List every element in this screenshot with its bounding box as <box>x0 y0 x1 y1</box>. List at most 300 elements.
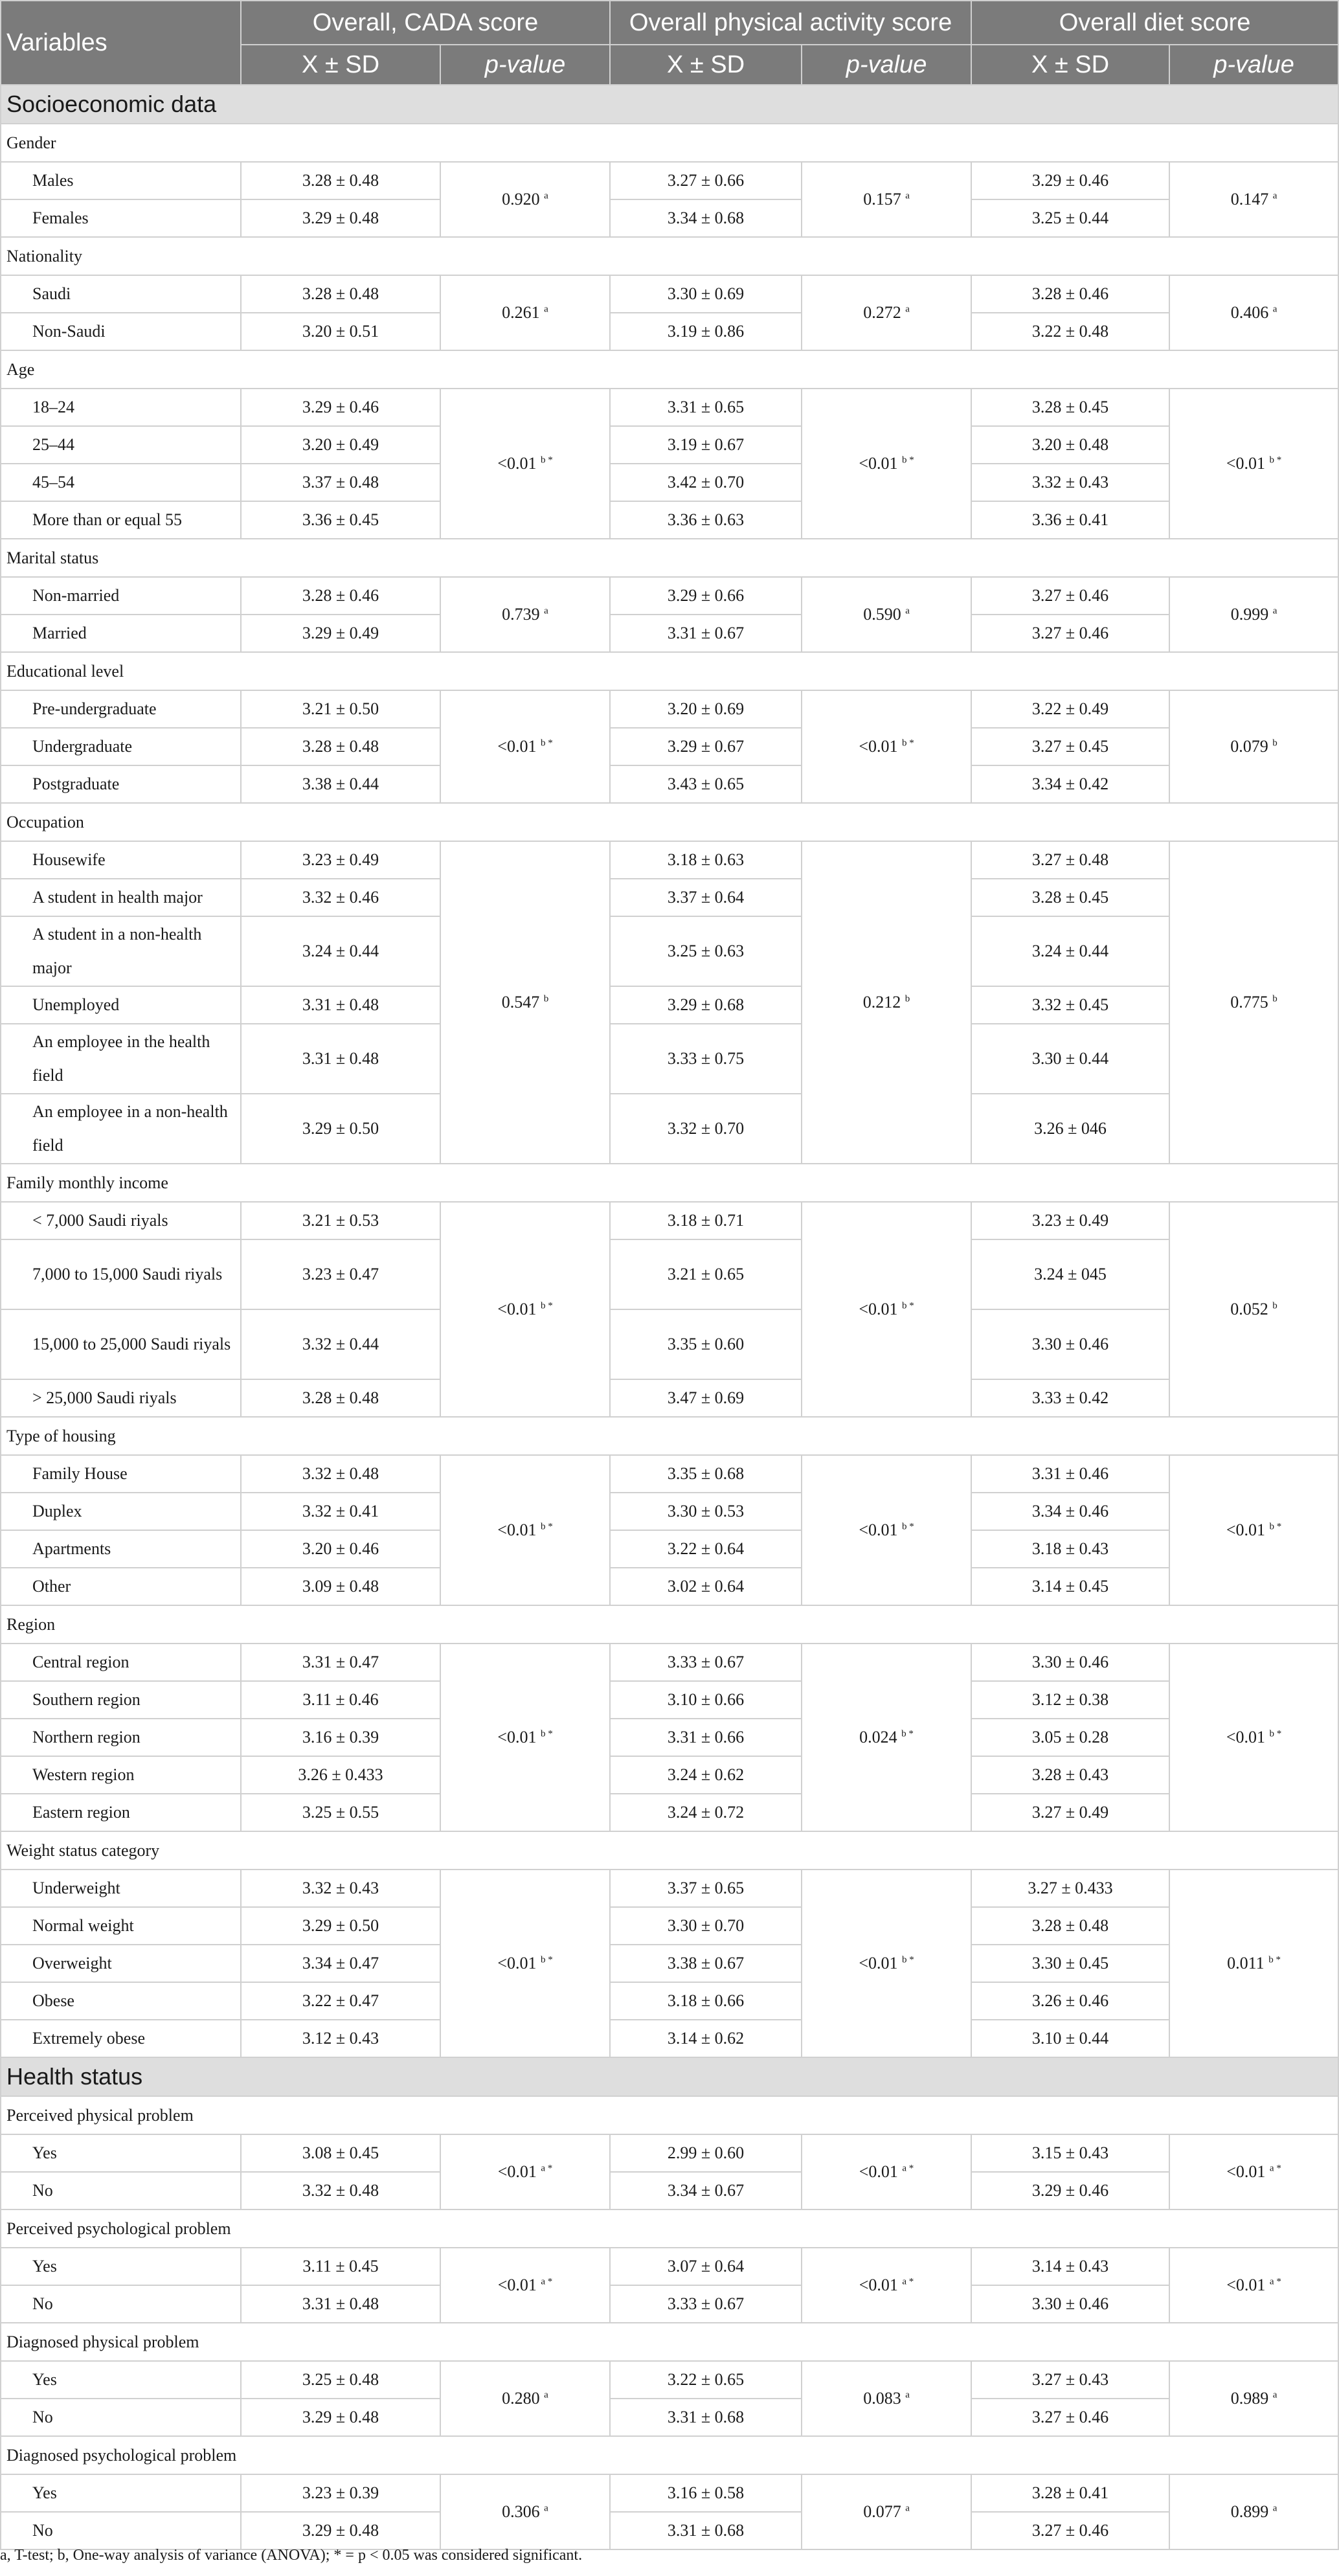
cada-mean-sd: 3.29 ± 0.48 <box>241 2512 440 2549</box>
p-value-superscript: a <box>905 2390 910 2401</box>
table-row <box>1 1024 1338 1094</box>
p-value: <0.01 <box>497 1954 537 1972</box>
cada-mean-sd: 3.36 ± 0.45 <box>241 501 440 539</box>
cada-mean-sd: 3.22 ± 0.47 <box>241 1982 440 2020</box>
cada-mean-sd: 3.28 ± 0.48 <box>241 275 440 313</box>
p-value-superscript: a <box>905 2503 910 2514</box>
p-value-superscript: a <box>1272 605 1277 616</box>
row-label: No <box>1 2512 241 2549</box>
p-value-cell <box>440 1202 610 1417</box>
diet-mean-sd: 3.20 ± 0.48 <box>971 426 1169 464</box>
p-value: 0.272 <box>863 303 901 322</box>
diet-mean-sd: 3.33 ± 0.42 <box>971 1379 1169 1417</box>
row-label: Apartments <box>1 1530 241 1568</box>
p-value-cell <box>802 2248 971 2323</box>
diet-mean-sd: 3.32 ± 0.45 <box>971 986 1169 1024</box>
p-value: 0.590 <box>863 605 901 624</box>
p-value-superscript: b * <box>901 1300 914 1311</box>
diet-mean-sd: 3.26 ± 0.46 <box>971 1982 1169 2020</box>
header-mean-sd: X ± SD <box>971 45 1169 85</box>
p-value: <0.01 <box>859 1520 898 1539</box>
physical-activity-mean-sd: 3.22 ± 0.65 <box>610 2361 802 2399</box>
header-p-value: p-value <box>440 45 610 85</box>
p-value-superscript: b * <box>540 738 553 749</box>
p-value: 0.212 <box>862 993 901 1011</box>
physical-activity-mean-sd: 3.30 ± 0.53 <box>610 1493 802 1530</box>
p-value-superscript: a * <box>902 2163 914 2174</box>
row-label: Southern region <box>1 1681 241 1719</box>
row-label: More than or equal 55 <box>1 501 241 539</box>
physical-activity-mean-sd: 3.02 ± 0.64 <box>610 1568 802 1605</box>
cada-mean-sd: 3.16 ± 0.39 <box>241 1719 440 1756</box>
table-row <box>1 1379 1338 1417</box>
physical-activity-mean-sd: 3.47 ± 0.69 <box>610 1379 802 1417</box>
row-label: An employee in a non-health field <box>1 1094 241 1164</box>
row-label: 45–54 <box>1 464 241 501</box>
cada-mean-sd: 3.32 ± 0.48 <box>241 1455 440 1493</box>
table-row <box>1 1681 1338 1719</box>
p-value-cell <box>1169 690 1338 803</box>
row-label: Yes <box>1 2474 241 2512</box>
group-title: Occupation <box>1 803 1338 841</box>
physical-activity-mean-sd: 3.37 ± 0.65 <box>610 1870 802 1907</box>
row-label: Undergraduate <box>1 728 241 765</box>
diet-mean-sd: 3.27 ± 0.46 <box>971 615 1169 652</box>
diet-mean-sd: 3.32 ± 0.43 <box>971 464 1169 501</box>
p-value-superscript: a <box>1272 2390 1277 2401</box>
physical-activity-mean-sd: 3.24 ± 0.72 <box>610 1794 802 1831</box>
p-value-superscript: b * <box>540 455 553 466</box>
diet-mean-sd: 3.28 ± 0.48 <box>971 1907 1169 1945</box>
table-row <box>1 1309 1338 1379</box>
diet-mean-sd: 3.28 ± 0.43 <box>971 1756 1169 1794</box>
table-row <box>1 986 1338 1024</box>
physical-activity-mean-sd: 3.35 ± 0.68 <box>610 1455 802 1493</box>
diet-mean-sd: 3.36 ± 0.41 <box>971 501 1169 539</box>
row-label: Eastern region <box>1 1794 241 1831</box>
group-header-row <box>1 1417 1338 1455</box>
group-header-row <box>1 652 1338 690</box>
row-label: Normal weight <box>1 1907 241 1945</box>
group-header-row <box>1 2096 1338 2134</box>
p-value-cell <box>1169 389 1338 539</box>
group-title: Age <box>1 350 1338 389</box>
diet-mean-sd: 3.14 ± 0.45 <box>971 1568 1169 1605</box>
p-value-cell <box>1169 162 1338 237</box>
p-value: 0.899 <box>1230 2502 1269 2521</box>
p-value-superscript: b * <box>1268 1954 1281 1965</box>
cada-mean-sd: 3.11 ± 0.46 <box>241 1681 440 1719</box>
diet-mean-sd: 3.24 ± 0.44 <box>971 916 1169 986</box>
group-title: Gender <box>1 124 1338 162</box>
p-value-superscript: b * <box>1269 455 1282 466</box>
cada-mean-sd: 3.37 ± 0.48 <box>241 464 440 501</box>
cada-mean-sd: 3.21 ± 0.53 <box>241 1202 440 1239</box>
row-label: Females <box>1 199 241 237</box>
cada-mean-sd: 3.32 ± 0.46 <box>241 879 440 916</box>
header-variables: Variables <box>1 1 241 85</box>
physical-activity-mean-sd: 3.31 ± 0.67 <box>610 615 802 652</box>
row-label: Overweight <box>1 1945 241 1982</box>
cada-mean-sd: 3.31 ± 0.48 <box>241 1024 440 1094</box>
p-value-superscript: a <box>1272 2503 1277 2514</box>
p-value-superscript: a <box>544 605 548 616</box>
p-value-cell <box>1169 1202 1338 1417</box>
physical-activity-mean-sd: 3.29 ± 0.68 <box>610 986 802 1024</box>
table-row <box>1 389 1338 426</box>
header-p-value: p-value <box>1169 45 1338 85</box>
p-value-cell <box>1169 2361 1338 2436</box>
cada-mean-sd: 3.32 ± 0.44 <box>241 1309 440 1379</box>
diet-mean-sd: 3.26 ± 046 <box>971 1094 1169 1164</box>
table-row <box>1 1945 1338 1982</box>
row-label: No <box>1 2285 241 2323</box>
p-value-superscript: a * <box>541 2276 553 2287</box>
p-value-cell <box>440 2474 610 2549</box>
p-value-superscript: a <box>905 304 910 315</box>
p-value-superscript: a <box>544 2390 548 2401</box>
header-cada-score: Overall, CADA score <box>241 1 610 45</box>
p-value: <0.01 <box>859 1954 898 1972</box>
cada-mean-sd: 3.23 ± 0.39 <box>241 2474 440 2512</box>
physical-activity-mean-sd: 3.43 ± 0.65 <box>610 765 802 803</box>
table-row <box>1 1493 1338 1530</box>
row-label: Males <box>1 162 241 199</box>
p-value-cell <box>802 1870 971 2057</box>
physical-activity-mean-sd: 3.19 ± 0.67 <box>610 426 802 464</box>
p-value: <0.01 <box>859 1300 898 1318</box>
diet-mean-sd: 3.23 ± 0.49 <box>971 1202 1169 1239</box>
p-value-cell <box>802 2361 971 2436</box>
table-row <box>1 426 1338 464</box>
cada-mean-sd: 3.23 ± 0.47 <box>241 1239 440 1309</box>
p-value-cell <box>440 2361 610 2436</box>
p-value-cell <box>440 275 610 350</box>
p-value: <0.01 <box>1226 2162 1266 2181</box>
group-header-row <box>1 350 1338 389</box>
physical-activity-mean-sd: 3.33 ± 0.67 <box>610 2285 802 2323</box>
diet-mean-sd: 3.28 ± 0.45 <box>971 389 1169 426</box>
p-value-cell <box>802 389 971 539</box>
p-value: 0.077 <box>863 2502 901 2521</box>
table-row <box>1 690 1338 728</box>
cada-mean-sd: 3.20 ± 0.46 <box>241 1530 440 1568</box>
physical-activity-mean-sd: 3.31 ± 0.66 <box>610 1719 802 1756</box>
p-value: <0.01 <box>859 737 898 756</box>
table-row <box>1 2399 1338 2436</box>
table-row <box>1 1644 1338 1681</box>
table-row <box>1 1907 1338 1945</box>
row-label: 7,000 to 15,000 Saudi riyals <box>1 1239 241 1309</box>
cada-mean-sd: 3.25 ± 0.55 <box>241 1794 440 1831</box>
physical-activity-mean-sd: 3.37 ± 0.64 <box>610 879 802 916</box>
table-row <box>1 841 1338 879</box>
p-value-cell <box>1169 2248 1338 2323</box>
group-header-row <box>1 1831 1338 1870</box>
physical-activity-mean-sd: 3.38 ± 0.67 <box>610 1945 802 1982</box>
physical-activity-mean-sd: 3.30 ± 0.69 <box>610 275 802 313</box>
section-header-row <box>1 2057 1338 2096</box>
physical-activity-mean-sd: 3.27 ± 0.66 <box>610 162 802 199</box>
physical-activity-mean-sd: 3.36 ± 0.63 <box>610 501 802 539</box>
diet-mean-sd: 3.30 ± 0.46 <box>971 1644 1169 1681</box>
cada-mean-sd: 3.32 ± 0.48 <box>241 2172 440 2209</box>
diet-mean-sd: 3.31 ± 0.46 <box>971 1455 1169 1493</box>
p-value-superscript: b * <box>901 738 914 749</box>
row-label: Northern region <box>1 1719 241 1756</box>
group-header-row <box>1 1164 1338 1202</box>
row-label: 18–24 <box>1 389 241 426</box>
p-value-cell <box>1169 1644 1338 1831</box>
physical-activity-mean-sd: 3.33 ± 0.67 <box>610 1644 802 1681</box>
row-label: An employee in the health field <box>1 1024 241 1094</box>
p-value: <0.01 <box>497 1520 537 1539</box>
physical-activity-mean-sd: 3.34 ± 0.67 <box>610 2172 802 2209</box>
group-title: Perceived physical problem <box>1 2096 1338 2134</box>
p-value: 0.280 <box>502 2389 540 2408</box>
p-value: <0.01 <box>1226 1728 1265 1746</box>
table-row <box>1 1870 1338 1907</box>
p-value-cell <box>802 577 971 652</box>
row-label: Obese <box>1 1982 241 2020</box>
physical-activity-mean-sd: 3.22 ± 0.64 <box>610 1530 802 1568</box>
row-label: Housewife <box>1 841 241 879</box>
group-title: Perceived psychological problem <box>1 2209 1338 2248</box>
cada-mean-sd: 3.24 ± 0.44 <box>241 916 440 986</box>
p-value-cell <box>1169 577 1338 652</box>
cada-mean-sd: 3.23 ± 0.49 <box>241 841 440 879</box>
diet-mean-sd: 3.30 ± 0.44 <box>971 1024 1169 1094</box>
p-value-cell <box>440 162 610 237</box>
cada-mean-sd: 3.29 ± 0.48 <box>241 199 440 237</box>
cada-mean-sd: 3.29 ± 0.50 <box>241 1094 440 1164</box>
p-value: <0.01 <box>1226 454 1265 473</box>
physical-activity-mean-sd: 3.07 ± 0.64 <box>610 2248 802 2285</box>
diet-mean-sd: 3.22 ± 0.48 <box>971 313 1169 350</box>
p-value-superscript: b <box>1272 1300 1277 1311</box>
p-value-superscript: b <box>1272 738 1277 749</box>
p-value-superscript: a <box>544 304 548 315</box>
diet-mean-sd: 3.30 ± 0.45 <box>971 1945 1169 1982</box>
p-value: 0.775 <box>1230 993 1268 1011</box>
group-title: Educational level <box>1 652 1338 690</box>
p-value: <0.01 <box>497 2162 537 2181</box>
header-mean-sd: X ± SD <box>610 45 802 85</box>
physical-activity-mean-sd: 3.34 ± 0.68 <box>610 199 802 237</box>
p-value: <0.01 <box>1226 1520 1265 1539</box>
p-value-superscript: b * <box>901 1521 914 1532</box>
diet-mean-sd: 3.27 ± 0.46 <box>971 2512 1169 2549</box>
cada-mean-sd: 3.29 ± 0.49 <box>241 615 440 652</box>
p-value: 0.739 <box>502 605 540 624</box>
p-value-cell <box>1169 841 1338 1164</box>
group-header-row <box>1 2323 1338 2361</box>
p-value-cell <box>802 1202 971 1417</box>
header-physical-activity-score: Overall physical activity score <box>610 1 971 45</box>
p-value: <0.01 <box>1226 2276 1266 2294</box>
cada-mean-sd: 3.32 ± 0.41 <box>241 1493 440 1530</box>
header-p-value: p-value <box>802 45 971 85</box>
p-value-cell <box>1169 1455 1338 1605</box>
p-value-cell <box>440 1870 610 2057</box>
header-mean-sd: X ± SD <box>241 45 440 85</box>
diet-mean-sd: 3.24 ± 045 <box>971 1239 1169 1309</box>
table-row <box>1 2285 1338 2323</box>
row-label: 15,000 to 25,000 Saudi riyals <box>1 1309 241 1379</box>
p-value: 0.079 <box>1230 737 1268 756</box>
table-footnote: a, T-test; b, One-way analysis of variance (ANOVA); * = p < 0.05 was considered significant. <box>0 2547 583 2564</box>
table-row <box>1 275 1338 313</box>
diet-mean-sd: 3.12 ± 0.38 <box>971 1681 1169 1719</box>
cada-mean-sd: 3.25 ± 0.48 <box>241 2361 440 2399</box>
p-value: <0.01 <box>497 1300 537 1318</box>
p-value-cell <box>802 2134 971 2209</box>
physical-activity-mean-sd: 3.10 ± 0.66 <box>610 1681 802 1719</box>
cada-mean-sd: 3.20 ± 0.51 <box>241 313 440 350</box>
physical-activity-mean-sd: 3.14 ± 0.62 <box>610 2020 802 2057</box>
table-row <box>1 2134 1338 2172</box>
group-title: Nationality <box>1 237 1338 275</box>
diet-mean-sd: 3.29 ± 0.46 <box>971 162 1169 199</box>
table-row <box>1 1094 1338 1164</box>
row-label: < 7,000 Saudi riyals <box>1 1202 241 1239</box>
p-value-superscript: b * <box>901 1954 914 1965</box>
p-value: 0.083 <box>863 2389 901 2408</box>
p-value: 0.157 <box>863 190 901 209</box>
table-row <box>1 577 1338 615</box>
row-label: Postgraduate <box>1 765 241 803</box>
cada-mean-sd: 3.26 ± 0.433 <box>241 1756 440 1794</box>
p-value: <0.01 <box>497 737 537 756</box>
p-value-cell <box>802 1455 971 1605</box>
row-label: Other <box>1 1568 241 1605</box>
table-row <box>1 1239 1338 1309</box>
p-value: 0.547 <box>501 993 540 1011</box>
row-label: 25–44 <box>1 426 241 464</box>
row-label: Yes <box>1 2248 241 2285</box>
p-value-superscript: a <box>1272 304 1277 315</box>
p-value-cell <box>440 1455 610 1605</box>
p-value-superscript: b <box>543 993 549 1004</box>
table-row <box>1 2361 1338 2399</box>
group-title: Region <box>1 1605 1338 1644</box>
p-value-superscript: a * <box>1269 2276 1281 2287</box>
group-title: Diagnosed physical problem <box>1 2323 1338 2361</box>
group-title: Family monthly income <box>1 1164 1338 1202</box>
physical-activity-mean-sd: 3.21 ± 0.65 <box>610 1239 802 1309</box>
table-row <box>1 1982 1338 2020</box>
p-value-superscript: a * <box>1269 2163 1281 2174</box>
section-title: Socioeconomic data <box>1 85 1338 124</box>
cada-mean-sd: 3.28 ± 0.48 <box>241 162 440 199</box>
p-value: <0.01 <box>497 1728 537 1746</box>
physical-activity-mean-sd: 3.29 ± 0.67 <box>610 728 802 765</box>
row-label: Saudi <box>1 275 241 313</box>
p-value-cell <box>440 389 610 539</box>
p-value-cell <box>802 841 971 1164</box>
cada-mean-sd: 3.21 ± 0.50 <box>241 690 440 728</box>
p-value-cell <box>802 275 971 350</box>
p-value: <0.01 <box>859 454 898 473</box>
diet-mean-sd: 3.14 ± 0.43 <box>971 2248 1169 2285</box>
physical-activity-mean-sd: 3.32 ± 0.70 <box>610 1094 802 1164</box>
p-value-superscript: a <box>905 190 910 201</box>
p-value-superscript: a * <box>902 2276 914 2287</box>
p-value: <0.01 <box>859 2276 898 2294</box>
p-value-cell <box>802 162 971 237</box>
group-header-row <box>1 124 1338 162</box>
p-value: 0.999 <box>1230 605 1269 624</box>
physical-activity-mean-sd: 3.18 ± 0.66 <box>610 1982 802 2020</box>
diet-mean-sd: 3.29 ± 0.46 <box>971 2172 1169 2209</box>
cada-mean-sd: 3.31 ± 0.47 <box>241 1644 440 1681</box>
physical-activity-mean-sd: 3.16 ± 0.58 <box>610 2474 802 2512</box>
p-value-superscript: a <box>544 2503 548 2514</box>
table-row <box>1 1756 1338 1794</box>
group-header-row <box>1 803 1338 841</box>
table-row <box>1 313 1338 350</box>
physical-activity-mean-sd: 3.31 ± 0.68 <box>610 2399 802 2436</box>
physical-activity-mean-sd: 3.29 ± 0.66 <box>610 577 802 615</box>
physical-activity-mean-sd: 3.31 ± 0.68 <box>610 2512 802 2549</box>
p-value-superscript: b <box>1272 993 1277 1004</box>
table-row <box>1 1568 1338 1605</box>
cada-mean-sd: 3.09 ± 0.48 <box>241 1568 440 1605</box>
diet-mean-sd: 3.27 ± 0.46 <box>971 2399 1169 2436</box>
table-row <box>1 2512 1338 2549</box>
row-label: Yes <box>1 2361 241 2399</box>
diet-mean-sd: 3.22 ± 0.49 <box>971 690 1169 728</box>
row-label: Yes <box>1 2134 241 2172</box>
group-header-row <box>1 237 1338 275</box>
row-label: Married <box>1 615 241 652</box>
p-value-superscript: a <box>544 190 548 201</box>
diet-mean-sd: 3.10 ± 0.44 <box>971 2020 1169 2057</box>
row-label: A student in a non-health major <box>1 916 241 986</box>
physical-activity-mean-sd: 3.19 ± 0.86 <box>610 313 802 350</box>
p-value-superscript: b * <box>901 455 914 466</box>
diet-mean-sd: 3.05 ± 0.28 <box>971 1719 1169 1756</box>
p-value: 0.920 <box>502 190 540 209</box>
diet-mean-sd: 3.34 ± 0.42 <box>971 765 1169 803</box>
p-value-superscript: b * <box>1269 1728 1282 1739</box>
table-row <box>1 1794 1338 1831</box>
cada-mean-sd: 3.31 ± 0.48 <box>241 2285 440 2323</box>
diet-mean-sd: 3.27 ± 0.43 <box>971 2361 1169 2399</box>
diet-mean-sd: 3.27 ± 0.49 <box>971 1794 1169 1831</box>
p-value: 0.989 <box>1230 2389 1269 2408</box>
physical-activity-mean-sd: 3.31 ± 0.65 <box>610 389 802 426</box>
diet-mean-sd: 3.28 ± 0.45 <box>971 879 1169 916</box>
p-value-cell <box>440 1644 610 1831</box>
table-row <box>1 1530 1338 1568</box>
group-title: Diagnosed psychological problem <box>1 2436 1338 2474</box>
p-value: 0.406 <box>1230 303 1269 322</box>
p-value-cell <box>802 1644 971 1831</box>
diet-mean-sd: 3.27 ± 0.433 <box>971 1870 1169 1907</box>
cada-mean-sd: 3.28 ± 0.46 <box>241 577 440 615</box>
row-label: Pre-undergraduate <box>1 690 241 728</box>
group-title: Type of housing <box>1 1417 1338 1455</box>
p-value-cell <box>440 690 610 803</box>
table-row <box>1 2172 1338 2209</box>
p-value-cell <box>1169 275 1338 350</box>
p-value-cell <box>440 2248 610 2323</box>
table-row <box>1 1202 1338 1239</box>
group-header-row <box>1 539 1338 577</box>
p-value: 0.147 <box>1230 190 1269 209</box>
diet-mean-sd: 3.27 ± 0.45 <box>971 728 1169 765</box>
